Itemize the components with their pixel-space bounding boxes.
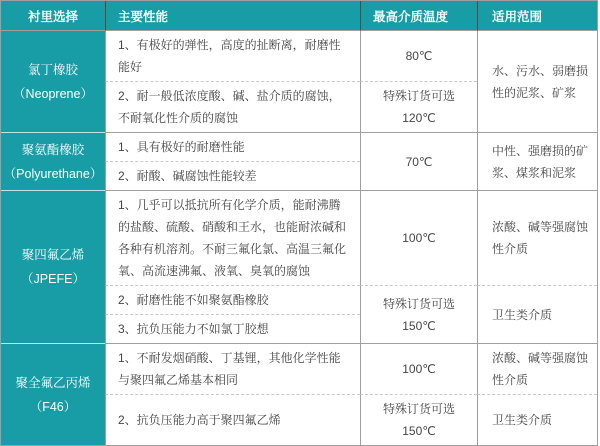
application-line: 水、污水、弱磨损性的泥浆、矿浆 <box>492 63 589 100</box>
liner-latin-name: （Polyurethane） <box>3 166 103 181</box>
table-row <box>1 31 597 81</box>
max-temp-line: 150℃ <box>402 424 436 438</box>
liner-name: 氯丁橡胶 <box>27 62 78 77</box>
application-cell <box>477 394 597 445</box>
table-body <box>1 31 597 445</box>
column-header-performance: 主要性能 <box>105 1 360 31</box>
liner-name-cell <box>1 190 105 343</box>
performance-cell: 1、有极好的弹性，高度的扯断离，耐磨性能好 <box>105 31 360 81</box>
max-temp-line: 70℃ <box>405 154 433 169</box>
performance-cell: 3、抗负压能力不如氯丁胶想 <box>105 314 360 343</box>
liner-name-cell <box>1 343 105 445</box>
application-cell <box>477 285 597 343</box>
liner-name: 聚四氟乙烯 <box>21 248 85 262</box>
liner-latin-name: （F46） <box>29 399 77 414</box>
application-cell <box>477 190 597 285</box>
column-header-scope: 适用范围 <box>477 1 597 31</box>
table-row <box>1 343 597 394</box>
max-temp-line: 80℃ <box>405 49 433 63</box>
application-cell <box>477 132 597 190</box>
max-temp-line: 100℃ <box>402 362 436 376</box>
liner-name-cell <box>1 132 105 190</box>
column-header-liner: 衬里选择 <box>1 1 105 31</box>
max-temp-line: 特殊订货可选 <box>382 402 455 416</box>
application-line: 卫生类介质 <box>492 413 553 427</box>
application-line: 中性、强磨损的矿浆、煤浆和泥浆 <box>492 143 589 180</box>
liner-latin-name: （JPEFE） <box>21 272 85 286</box>
liner-name: 聚全氟乙丙烯 <box>15 375 91 390</box>
table-row <box>1 132 597 161</box>
column-header-max-temp: 最高介质温度 <box>360 1 477 31</box>
performance-cell: 1、几乎可以抵抗所有化学介质，能耐沸腾的盐酸、硫酸、硝酸和王水，也能耐浓碱和各种有机溶剂。不耐三氟化氯、高温三氟化氧、高流速沸氟、液氧、臭氧的腐蚀 <box>105 190 360 285</box>
liner-selection-table <box>1 1 597 445</box>
header-row <box>1 1 597 31</box>
max-temp-line: 100℃ <box>402 231 436 245</box>
performance-cell: 2、耐磨性能不如聚氨酯橡胶 <box>105 285 360 314</box>
performance-cell: 1、不耐发烟硝酸、丁基锂，其他化学性能与聚四氟乙烯基本相同 <box>105 343 360 394</box>
max-temp-cell <box>360 394 477 445</box>
application-line: 卫生类介质 <box>492 307 553 322</box>
application-line: 浓酸、碱等强腐蚀性介质 <box>492 220 589 256</box>
max-temp-cell <box>360 343 477 394</box>
application-line: 浓酸、碱等强腐蚀性介质 <box>492 351 589 387</box>
liner-name-cell <box>1 31 105 132</box>
max-temp-line: 120℃ <box>402 111 436 125</box>
max-temp-cell <box>360 81 477 132</box>
table-header <box>1 1 597 31</box>
liner-latin-name: （Neoprene） <box>13 86 93 101</box>
performance-cell: 1、具有极好的耐磨性能 <box>105 132 360 161</box>
application-cell <box>477 31 597 132</box>
table-row <box>1 190 597 285</box>
application-cell <box>477 343 597 394</box>
max-temp-cell <box>360 190 477 285</box>
performance-cell: 2、抗负压能力高于聚四氟乙烯 <box>105 394 360 445</box>
max-temp-cell <box>360 132 477 190</box>
max-temp-line: 特殊订货可选 <box>382 296 455 311</box>
performance-cell: 2、耐酸、碱腐蚀性能较差 <box>105 161 360 190</box>
max-temp-cell <box>360 31 477 81</box>
max-temp-line: 特殊订货可选 <box>382 89 455 103</box>
performance-cell: 2、耐一般低浓度酸、碱、盐介质的腐蚀，不耐氧化性介质的腐蚀 <box>105 81 360 132</box>
max-temp-cell <box>360 285 477 343</box>
liner-name: 聚氨酯橡胶 <box>21 142 85 157</box>
max-temp-line: 150℃ <box>402 318 436 333</box>
